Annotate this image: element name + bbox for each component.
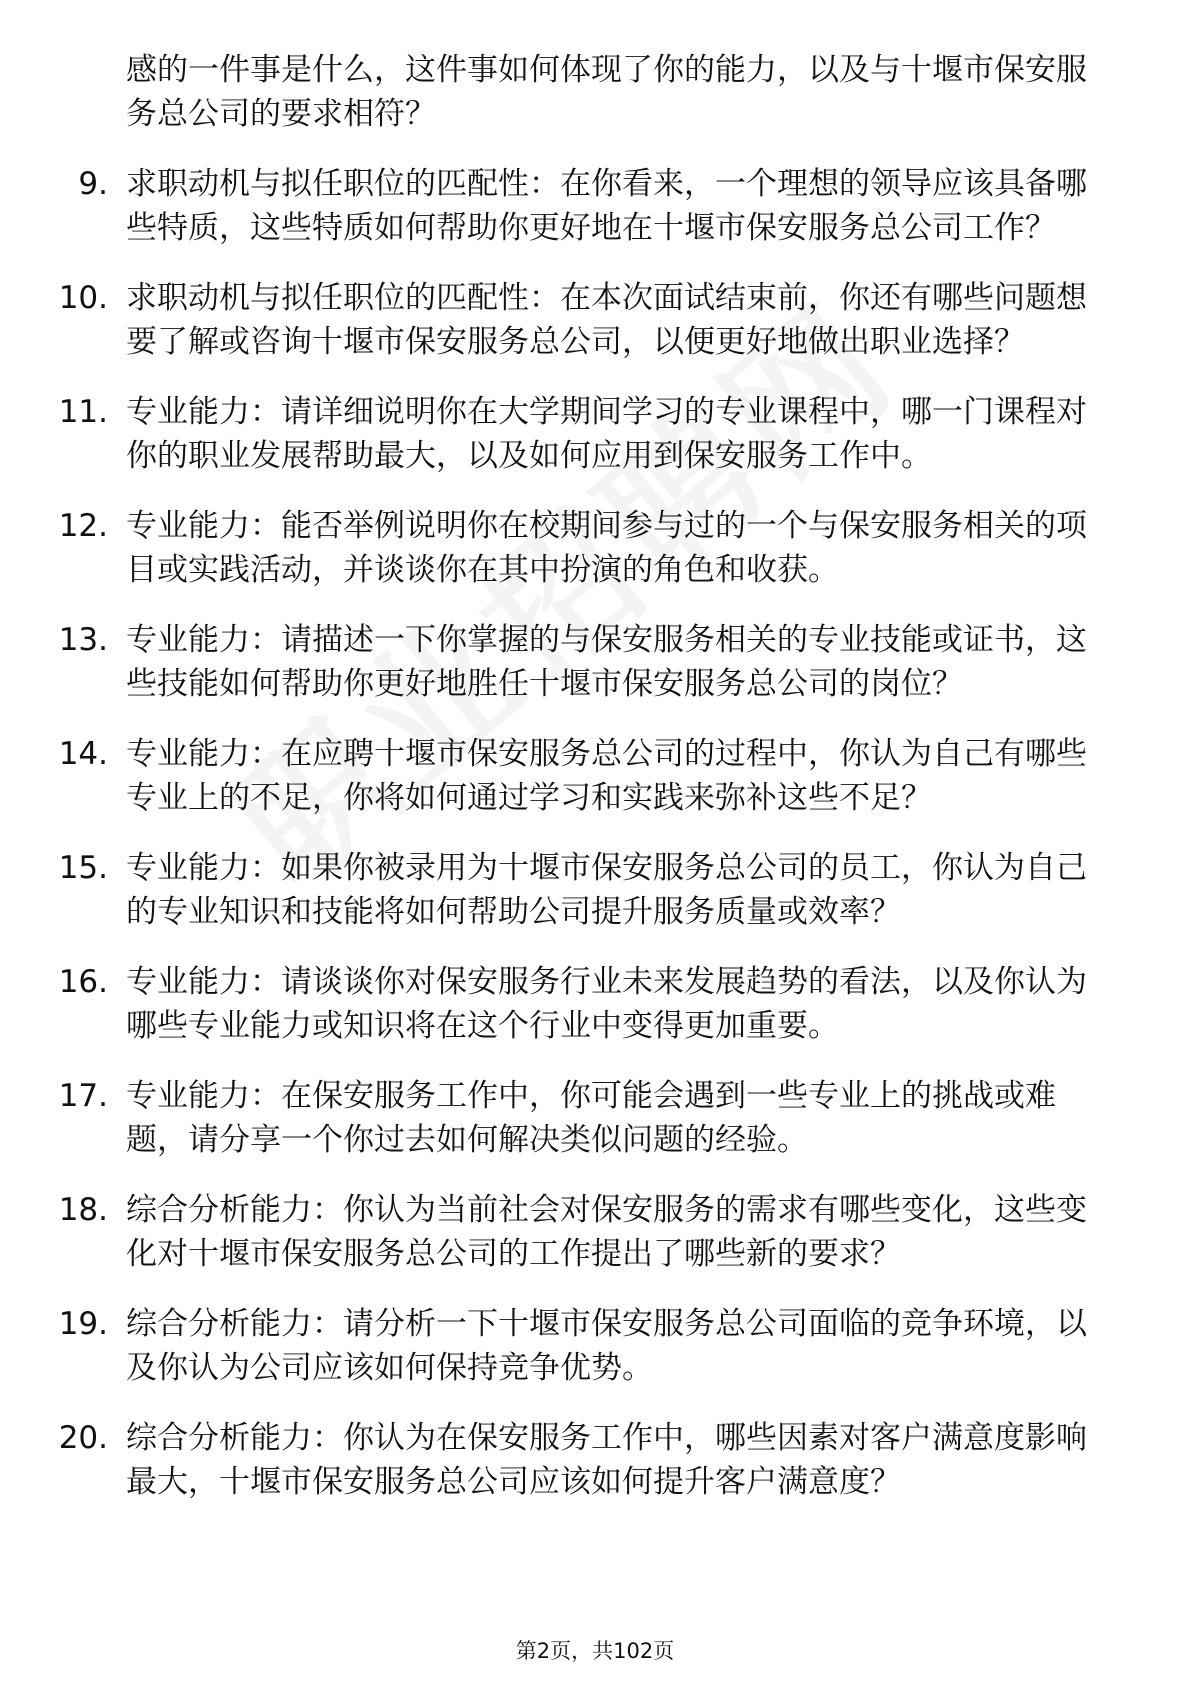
question-number: 15. xyxy=(58,850,108,886)
question-text: 专业能力：请详细说明你在大学期间学习的专业课程中，哪一门课程对你的职业发展帮助最大，以及如何应用到保安服务工作中。 xyxy=(126,394,1087,474)
question-item xyxy=(0,390,1116,478)
question-item xyxy=(0,1074,1116,1162)
question-item xyxy=(0,1416,1116,1504)
question-item xyxy=(0,618,1116,706)
question-text: 专业能力：在保安服务工作中，你可能会遇到一些专业上的挑战或难题，请分享一个你过去如何解决类似问题的经验。 xyxy=(126,1078,1056,1158)
question-item xyxy=(0,960,1116,1048)
page-number-footer: 第2页，共102页 xyxy=(515,1639,675,1663)
question-number: 11. xyxy=(58,394,108,430)
question-text: 专业能力：如果你被录用为十堰市保安服务总公司的员工，你认为自己的专业知识和技能将如何帮助公司提升服务质量或效率？ xyxy=(126,850,1087,930)
question-number: 19. xyxy=(58,1306,108,1342)
question-item xyxy=(0,1188,1116,1276)
question-item xyxy=(0,504,1116,592)
question-item xyxy=(0,276,1116,364)
question-text: 专业能力：请谈谈你对保安服务行业未来发展趋势的看法，以及你认为哪些专业能力或知识将在这个行业中变得更加重要。 xyxy=(126,964,1087,1044)
question-text: 求职动机与拟任职位的匹配性：在本次面试结束前，你还有哪些问题想要了解或咨询十堰市保安服务总公司，以便更好地做出职业选择？ xyxy=(126,280,1087,360)
question-number: 13. xyxy=(58,622,108,658)
question-text: 综合分析能力：请分析一下十堰市保安服务总公司面临的竞争环境，以及你认为公司应该如何保持竞争优势。 xyxy=(126,1306,1087,1386)
question-text: 求职动机与拟任职位的匹配性：在你看来，一个理想的领导应该具备哪些特质，这些特质如何帮助你更好地在十堰市保安服务总公司工作？ xyxy=(126,166,1087,246)
question-text: 专业能力：能否举例说明你在校期间参与过的一个与保安服务相关的项目或实践活动，并谈谈你在其中扮演的角色和收获。 xyxy=(126,508,1087,588)
question-8-continuation: 感的一件事是什么，这件事如何体现了你的能力，以及与十堰市保安服务总公司的要求相符？ xyxy=(126,52,1087,132)
question-number: 16. xyxy=(58,964,108,1000)
question-number: 18. xyxy=(58,1192,108,1228)
question-number: 9. xyxy=(78,166,108,202)
question-item xyxy=(0,162,1116,250)
question-list xyxy=(0,48,1190,1530)
question-number: 10. xyxy=(58,280,108,316)
question-text: 专业能力：请描述一下你掌握的与保安服务相关的专业技能或证书，这些技能如何帮助你更好地胜任十堰市保安服务总公司的岗位？ xyxy=(126,622,1087,702)
question-text: 综合分析能力：你认为在保安服务工作中，哪些因素对客户满意度影响最大，十堰市保安服务总公司应该如何提升客户满意度？ xyxy=(126,1420,1087,1500)
question-text: 专业能力：在应聘十堰市保安服务总公司的过程中，你认为自己有哪些专业上的不足，你将如何通过学习和实践来弥补这些不足？ xyxy=(126,736,1087,816)
question-item xyxy=(0,1302,1116,1390)
question-number: 12. xyxy=(58,508,108,544)
question-item xyxy=(0,846,1116,934)
question-number: 20. xyxy=(58,1420,108,1456)
question-item xyxy=(0,732,1116,820)
question-text: 综合分析能力：你认为当前社会对保安服务的需求有哪些变化，这些变化对十堰市保安服务总公司的工作提出了哪些新的要求？ xyxy=(126,1192,1087,1272)
question-number: 17. xyxy=(58,1078,108,1114)
question-number: 14. xyxy=(58,736,108,772)
